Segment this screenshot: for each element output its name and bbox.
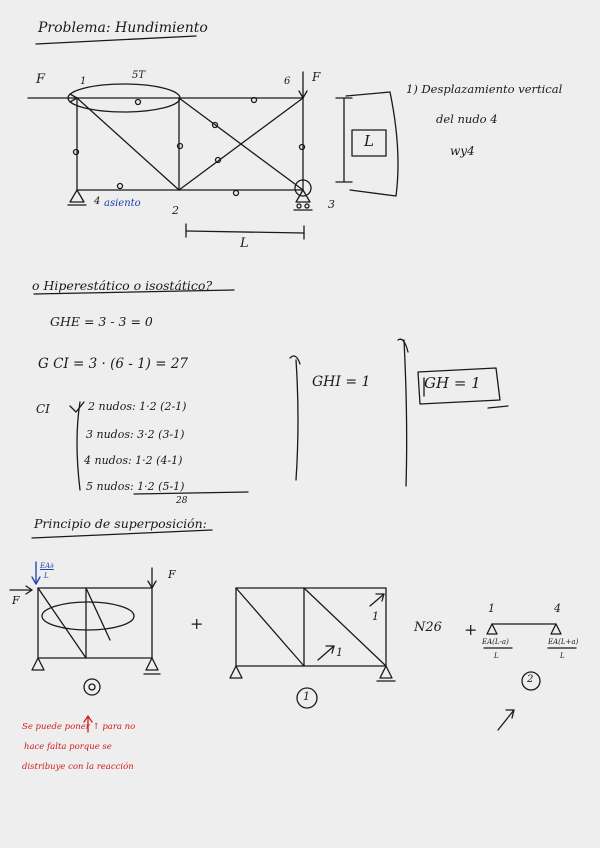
dimension-bottom-label: L bbox=[240, 236, 249, 251]
red-note-line-3: distribuye con la reacción bbox=[22, 762, 134, 772]
plus-sign-2: + bbox=[464, 620, 478, 639]
ci-item-4: 5 nudos: 1·2 (5-1) bbox=[86, 480, 185, 493]
case0-force-left: F bbox=[12, 594, 20, 607]
case2-ea-right: EA(L+a) bbox=[548, 638, 579, 646]
red-note-line-1: Se puede poner ↑ para no bbox=[22, 722, 136, 732]
case2-ea-left-den: L bbox=[494, 652, 499, 660]
force-right-label: F bbox=[312, 70, 321, 84]
truss-case-1 bbox=[230, 588, 395, 708]
case0-force-right: F bbox=[168, 568, 176, 581]
node-6-label: 6 bbox=[284, 76, 291, 87]
case2-support-1: 1 bbox=[488, 602, 495, 615]
case1-unit-force-mid: 1 bbox=[336, 646, 343, 659]
case2-ea-left: EA(L-a) bbox=[482, 638, 509, 646]
section3-underline bbox=[32, 530, 212, 538]
asiento-label: asiento bbox=[104, 198, 141, 209]
red-note-line-2: hace falta porque se bbox=[24, 742, 112, 752]
load-label-top: EA∂ bbox=[40, 562, 54, 570]
section2-heading: o Hiperestático o isostático? bbox=[32, 278, 213, 293]
plus-sign-1: + bbox=[190, 614, 204, 633]
node-1-label: 1 bbox=[80, 76, 87, 87]
ghe-equation: GHE = 3 - 3 = 0 bbox=[50, 314, 153, 329]
page-title: Problema: Hundimiento bbox=[38, 20, 208, 36]
ci-item-2: 3 nudos: 3·2 (3-1) bbox=[86, 428, 185, 441]
force-left-label: F bbox=[36, 72, 46, 87]
case1-number: 1 bbox=[303, 690, 310, 703]
node-3-label: 3 bbox=[328, 198, 335, 211]
divider-1 bbox=[296, 360, 298, 480]
question-symbol: wy4 bbox=[450, 144, 475, 158]
divider-2 bbox=[404, 340, 407, 486]
n26-label: N26 bbox=[414, 620, 442, 635]
question-line-2: del nudo 4 bbox=[436, 112, 498, 126]
ci-total: 28 bbox=[176, 496, 188, 506]
truss-case-0 bbox=[10, 562, 160, 695]
dimension-side-label: L bbox=[364, 132, 374, 150]
node-2-label: 2 bbox=[172, 204, 179, 217]
case2-number: 2 bbox=[527, 674, 534, 685]
ci-bracket bbox=[77, 402, 80, 490]
case2-ea-right-den: L bbox=[560, 652, 565, 660]
question-line-1: 1) Desplazamiento vertical bbox=[406, 82, 563, 96]
load-label-bottom: L bbox=[44, 572, 49, 580]
ci-label: CI bbox=[36, 402, 50, 416]
ghi-equation: GHI = 1 bbox=[312, 374, 371, 390]
case1-unit-force-right: 1 bbox=[372, 610, 379, 623]
truss-figure-1 bbox=[28, 72, 398, 239]
ci-item-3: 4 nudos: 1·2 (4-1) bbox=[84, 454, 183, 467]
title-underline bbox=[36, 36, 196, 44]
ci-item-1: 2 nudos: 1·2 (2-1) bbox=[88, 400, 187, 413]
case2-support-4: 4 bbox=[554, 602, 561, 615]
small-5t-label: 5T bbox=[132, 70, 146, 81]
node-4-label: 4 bbox=[94, 196, 101, 207]
gci-equation: G CI = 3 · (6 - 1) = 27 bbox=[38, 356, 189, 372]
gh-boxed-result: GH = 1 bbox=[424, 374, 481, 392]
section3-heading: Principio de superposición: bbox=[34, 516, 207, 531]
